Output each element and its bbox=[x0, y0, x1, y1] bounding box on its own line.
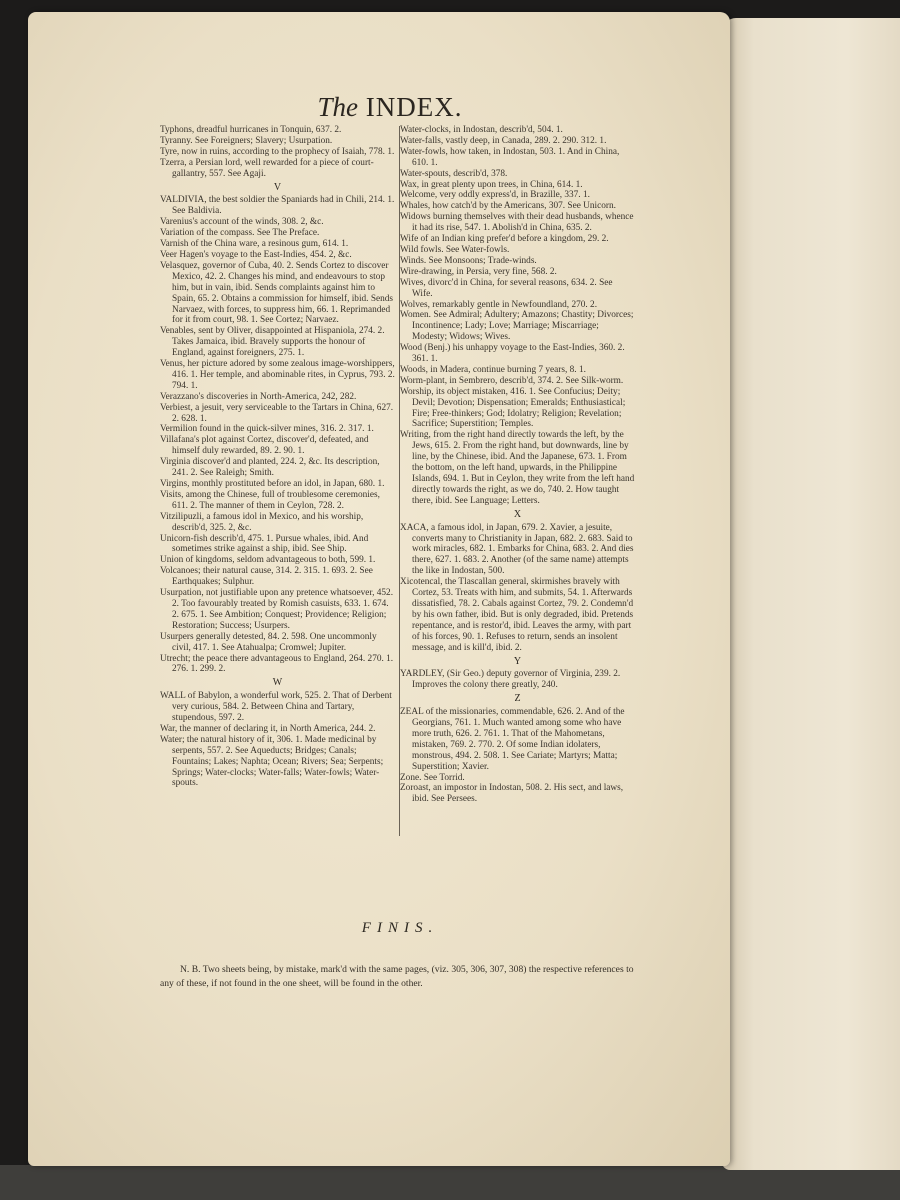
index-entry: VALDIVIA, the best soldier the Spaniards had in Chili, 214. 1. See Baldivia. bbox=[160, 195, 395, 217]
index-entry: Virgins, monthly prostituted before an idol, in Japan, 680. 1. bbox=[160, 479, 385, 489]
index-entry: Usurpers generally detested, 84. 2. 598. One uncommonly civil, 417. 1. See Atahualpa; Cromwel; Jupiter. bbox=[160, 631, 377, 653]
index-entry: Unicorn-fish describ'd, 475. 1. Pursue whales, ibid. And sometimes strike against a ship, ibid. See Ship. bbox=[160, 533, 369, 555]
section-letter: V bbox=[273, 181, 282, 193]
index-entry: Veer Hagen's voyage to the East-Indies, 454. 2, &c. bbox=[160, 249, 352, 260]
index-entry: Xicotencal, the Tlascallan general, skirmishes bravely with Cortez, 53. Treats with him, and submits, 54. 1. Afterwards dissatisfied, 78. 2. Cabals against Cortez, 79. 2. Condemn'd by his own father, ibid. But is only degraded, ibid. Pretends repentance, and is restor'd, ibid. Leaves the army, with part of his forces, 90. 1. Refuses to return, sends an insolent message, and is kill'd, ibid. 2. bbox=[400, 577, 634, 653]
index-entry: ZEAL of the missionaries, commendable, 626. 2. And of the Georgians, 761. 1. Much wanted among some who have more truth, 626. 2. 761. 1. That of the Mahometans, mistaken, 769. 2. 770. 2. Of some Indian idolaters, monstrous, 494. 2. 508. 1. See Cariate; Martyrs; Matta; Superstition; Xavier. bbox=[400, 707, 625, 772]
index-entry: Tyre, now in ruins, according to the prophecy of Isaiah, 778. 1. bbox=[160, 146, 395, 157]
index-entry: Villafana's plot against Cortez, discover'd, defeated, and himself duly rewarded, 89. 2. 90. 1. bbox=[160, 435, 369, 457]
index-entry: Tyranny. See Foreigners; Slavery; Usurpation. bbox=[160, 135, 333, 146]
index-entry: Worship, its object mistaken, 416. 1. See Confucius; Deity; Devil; Devotion; Dispensation; Emeralds; Enthusiastical; Fire; Free-thinkers; God; Idolatry; Religion; Revelation; Sacrifice; Superstition; Temples. bbox=[400, 386, 626, 430]
index-entry: WALL of Babylon, a wonderful work, 525. 2. That of Derbent very curious, 584. 2. Between China and Tartary, stupendous, 597. 2. bbox=[160, 691, 392, 724]
index-entry: YARDLEY, (Sir Geo.) deputy governor of Virginia, 239. 2. Improves the colony there greatly, 240. bbox=[400, 669, 621, 691]
index-entry: Writing, from the right hand directly towards the left, by the Jews, 615. 2. From the right hand, but downwards, line by line, by the Chinese, ibid. And the Japanese, 673. 1. From the bottom, on the left hand, upwards, in the Philippine Islands, 694. 1. But in Ceylon, they write from the left hand directly towards the right, as we do, 740. 2. How taught there, ibid. See Language; Letters. bbox=[400, 430, 635, 506]
index-column-left bbox=[160, 125, 395, 789]
section-letter: W bbox=[272, 677, 283, 689]
index-entry: Vitzilipuzli, a famous idol in Mexico, and his worship, describ'd, 325. 2, &c. bbox=[160, 511, 364, 533]
index-entry: Wood (Benj.) his unhappy voyage to the East-Indies, 360. 2. 361. 1. bbox=[400, 343, 625, 365]
index-entry: Whales, how catch'd by the Americans, 307. See Unicorn. bbox=[400, 201, 616, 212]
table-surface bbox=[0, 1165, 900, 1200]
index-entry: Velasquez, governor of Cuba, 40. 2. Sends Cortez to discover Mexico, 42. 2. Changes his mind, and endeavours to stop him, but in vain, ibid. Sends complaints against him to Spain, 65. 2. Obtains a commission for himself, ibid. Sends Narvaez, with forces, to suppress him, 66. 1. Reprimanded for it from court, 98. 1. See Cortez; Narvaez. bbox=[160, 260, 394, 326]
title-prefix: The bbox=[317, 92, 358, 122]
index-entry: XACA, a famous idol, in Japan, 679. 2. Xavier, a jesuite, converts many to Christianity in Japan, 682. 2. 683. Said to work miracles, 682. 1. Embarks for China, 683. 2. And dies there, 627. 1. 683. 2. Another (of the same name) attempts the like in Indostan, 500. bbox=[400, 522, 634, 577]
index-entry: Wild fowls. See Water-fowls. bbox=[400, 244, 510, 255]
index-entry: Water-fowls, how taken, in Indostan, 503. 1. And in China, 610. 1. bbox=[400, 146, 620, 168]
index-entry: Wives, divorc'd in China, for several reasons, 634. 2. See Wife. bbox=[400, 277, 613, 299]
section-letter: Y bbox=[513, 655, 522, 667]
index-entry: Typhons, dreadful hurricanes in Tonquin, 637. 2. bbox=[160, 125, 342, 135]
index-entry: Wife of an Indian king prefer'd before a kingdom, 29. 2. bbox=[400, 234, 609, 245]
index-entry: Tzerra, a Persian lord, well rewarded for a piece of court-gallantry, 557. See Agaji. bbox=[160, 157, 374, 179]
index-entry: Welcome, very oddly express'd, in Brazille, 337. 1. bbox=[400, 190, 590, 201]
index-entry: Visits, among the Chinese, full of troublesome ceremonies, 611. 2. The manner of them in Ceylon, 728. 2. bbox=[160, 489, 380, 511]
footnote: N. B. Two sheets being, by mistake, mark'd with the same pages, (viz. 305, 306, 307, 308) the respective references to any of these, if not found in the one sheet, will be found in the other. bbox=[160, 964, 634, 989]
index-entry: War, the manner of declaring it, in North America, 244. 2. bbox=[160, 723, 376, 734]
index-entry: Virginia discover'd and planted, 224. 2, &c. Its description, 241. 2. See Raleigh; Smith. bbox=[160, 457, 380, 479]
index-entry: Venus, her picture adored by some zealous image-worshippers, 416. 1. Her temple, and abominable rites, in Cyprus, 793. 2. 794. 1. bbox=[160, 359, 395, 391]
index-entry: Water-clocks, in Indostan, describ'd, 504. 1. bbox=[400, 125, 563, 135]
index-entry: Variation of the compass. See The Preface. bbox=[160, 228, 320, 239]
section-letter: Z bbox=[514, 693, 521, 705]
index-entry: Wolves, remarkably gentle in Newfoundland, 270. 2. bbox=[400, 299, 598, 310]
index-entry: Wire-drawing, in Persia, very fine, 568. 2. bbox=[400, 266, 557, 277]
index-entry: Water; the natural history of it, 306. 1. Made medicinal by serpents, 557. 2. See Aqueducts; Bridges; Canals; Fountains; Lakes; Naphta; Ocean; Rivers; Sea; Serpents; Springs; Water-clocks; Water-falls; Water-fowls; Water-spouts. bbox=[160, 734, 384, 789]
page-title bbox=[0, 92, 780, 123]
index-entry: Women. See Admiral; Adultery; Amazons; Chastity; Divorces; Incontinence; Lady; Love; Marriage; Miscarriage; Modesty; Widows; Wives. bbox=[400, 310, 634, 343]
index-entry: Varnish of the China ware, a resinous gum, 614. 1. bbox=[160, 239, 349, 250]
index-entry: Widows burning themselves with their dead husbands, whence it had its rise, 547. 1. Abolish'd in China, 635. 2. bbox=[400, 212, 634, 234]
index-entry: Verazzano's discoveries in North-America, 242, 282. bbox=[160, 391, 357, 402]
title-main: INDEX. bbox=[365, 92, 463, 122]
index-entry: Zoroast, an impostor in Indostan, 508. 2. His sect, and laws, ibid. See Persees. bbox=[400, 783, 624, 805]
index-entry: Worm-plant, in Sembrero, describ'd, 374. 2. See Silk-worm. bbox=[400, 375, 624, 386]
finis-heading: FINIS. bbox=[361, 920, 439, 936]
index-entry: Water-spouts, describ'd, 378. bbox=[400, 168, 508, 179]
index-entry: Winds. See Monsoons; Trade-winds. bbox=[400, 255, 537, 266]
index-entry: Varenius's account of the winds, 308. 2, &c. bbox=[160, 217, 324, 228]
index-entry: Utrecht; the peace there advantageous to England, 264. 270. 1. 276. 1. 299. 2. bbox=[160, 653, 394, 675]
facing-page bbox=[722, 18, 900, 1170]
index-entry: Union of kingdoms, seldom advantageous to both, 599. 1. bbox=[160, 555, 376, 566]
index-entry: Wax, in great plenty upon trees, in China, 614. 1. bbox=[400, 179, 583, 190]
index-entry: Volcanoes; their natural cause, 314. 2. 315. 1. 693. 2. See Earthquakes; Sulphur. bbox=[160, 566, 373, 588]
index-entry: Verbiest, a jesuit, very serviceable to the Tartars in China, 627. 2. 628. 1. bbox=[160, 402, 394, 424]
index-entry: Woods, in Madera, continue burning 7 years, 8. 1. bbox=[400, 364, 586, 375]
index-entry: Water-falls, vastly deep, in Canada, 289. 2. 290. 312. 1. bbox=[400, 135, 607, 146]
index-entry: Venables, sent by Oliver, disappointed at Hispaniola, 274. 2. Takes Jamaica, ibid. Bravely supports the honour of England, against foreigners, 275. 1. bbox=[160, 326, 385, 359]
section-letter: X bbox=[513, 508, 522, 520]
index-entry: Usurpation, not justifiable upon any pretence whatsoever, 452. 2. Too favourably treated by Romish casuists, 633. 1. 674. 2. 675. 1. See Ambition; Conquest; Providence; Religion; Restoration; Success; Usurpers. bbox=[160, 588, 394, 631]
index-entry: Zone. See Torrid. bbox=[400, 772, 465, 783]
index-entry: Vermilion found in the quick-silver mines, 316. 2. 317. 1. bbox=[160, 424, 374, 435]
index-column-right bbox=[400, 125, 635, 805]
